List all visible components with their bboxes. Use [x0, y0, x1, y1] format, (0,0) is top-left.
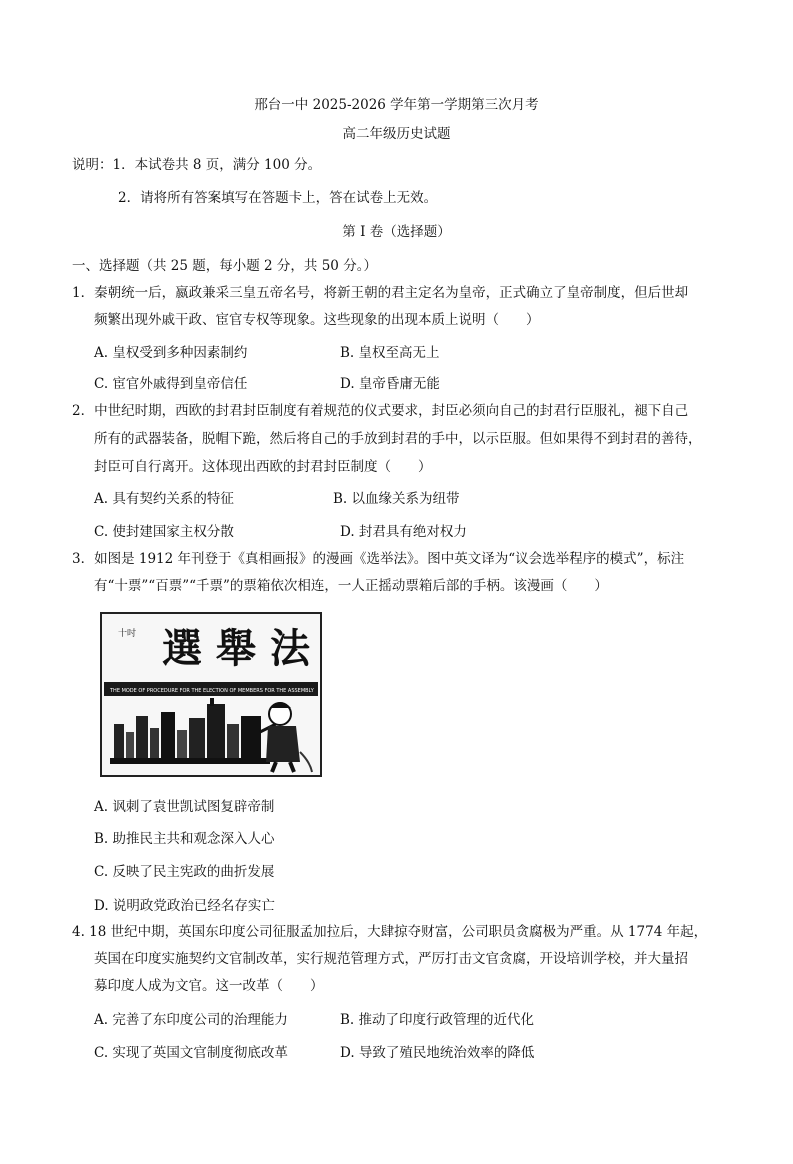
volume-heading: 第 I 卷（选择题）	[342, 224, 451, 240]
q1-option-c[interactable]: C. 宦官外戚得到皇帝信任	[94, 376, 248, 392]
q1-option-d[interactable]: D. 皇帝昏庸无能	[340, 376, 440, 392]
question-1-line-2: 频繁出现外戚干政、宦官专权等现象。这些现象的出现本质上说明（ ）	[94, 312, 540, 328]
question-4-line-2: 英国在印度实施契约文官制改革，实行规范管理方式，严厉打击文官贪腐，开设培训学校，并大量招	[94, 951, 688, 967]
q3-option-a[interactable]: A. 讽刺了袁世凯试图复辟帝制	[94, 799, 275, 815]
q2-option-a[interactable]: A. 具有契约关系的特征	[94, 491, 234, 507]
q3-option-b[interactable]: B. 助推民主共和观念深入人心	[94, 831, 275, 847]
question-3-line-2: 有“十票”“百票”“千票”的票箱依次相连，一人正摇动票箱后部的手柄。该漫画（ ）	[94, 578, 608, 594]
q4-option-b[interactable]: B. 推动了印度行政管理的近代化	[340, 1012, 535, 1028]
instructions	[72, 155, 321, 175]
q2-option-d[interactable]: D. 封君具有绝对权力	[340, 524, 467, 540]
question-2-line-3: 封臣可自行离开。这体现出西欧的封君封臣制度（ ）	[94, 459, 432, 475]
q1-option-b[interactable]: B. 皇权至高无上	[340, 345, 440, 361]
question-1-line-1: 1．秦朝统一后，嬴政兼采三皇五帝名号，将新王朝的君主定名为皇帝，正式确立了皇帝制度，但后世却	[72, 285, 689, 301]
cartoon-title-glyphs: 選舉法	[162, 625, 322, 672]
q3-option-d[interactable]: D. 说明政党政治已经名存实亡	[94, 898, 275, 914]
q4-option-d[interactable]: D. 导致了殖民地统治效率的降低	[340, 1045, 535, 1061]
question-3-line-1: 3．如图是 1912 年刊登于《真相画报》的漫画《选举法》。图中英文译为“议会选举程序的模式”，标注	[72, 551, 685, 567]
q2-option-c[interactable]: C. 使封建国家主权分散	[94, 524, 234, 540]
instructions-label: 说明：	[72, 157, 113, 173]
q3-option-c[interactable]: C. 反映了民主宪政的曲折发展	[94, 864, 275, 880]
question-4-line-1: 4. 18 世纪中期，英国东印度公司征服孟加拉后，大肆掠夺财富，公司职员贪腐极为严重。从 1774 年起，	[72, 924, 708, 940]
q4-option-c[interactable]: C. 实现了英国文官制度彻底改革	[94, 1045, 288, 1061]
question-2-line-1: 2．中世纪时期，西欧的封君封臣制度有着规范的仪式要求，封臣必须向自己的封君行臣服礼，褪下自己	[72, 403, 689, 419]
cartoon-drawing	[100, 612, 322, 777]
section-heading: 一、选择题（共 25 题，每小题 2 分，共 50 分。）	[72, 258, 377, 274]
q2-option-b[interactable]: B. 以血缘关系为纽带	[333, 491, 460, 507]
exam-title: 邢台一中 2025-2026 学年第一学期第三次月考	[254, 97, 539, 113]
cartoon-side-note: 十吋	[118, 629, 137, 639]
instruction-line-2: 2．请将所有答案填写在答题卡上，答在试卷上无效。	[118, 190, 438, 206]
election-law-cartoon	[100, 612, 322, 777]
exam-subtitle: 高二年级历史试题	[342, 126, 451, 142]
instruction-line-1: 1．本试卷共 8 页，满分 100 分。	[112, 157, 322, 173]
cartoon-caption: THE MODE OF PROCEDURE FOR THE ELECTION OF MEMBERS FOR THE ASSEMBLY	[110, 688, 314, 694]
q1-option-a[interactable]: A. 皇权受到多种因素制约	[94, 345, 248, 361]
question-2-line-2: 所有的武器装备，脱帽下跪，然后将自己的手放到封君的手中，以示臣服。但如果得不到封君的善待，	[94, 431, 702, 447]
q4-option-a[interactable]: A. 完善了东印度公司的治理能力	[94, 1012, 288, 1028]
question-4-line-3: 募印度人成为文官。这一改革（ ）	[94, 978, 324, 994]
